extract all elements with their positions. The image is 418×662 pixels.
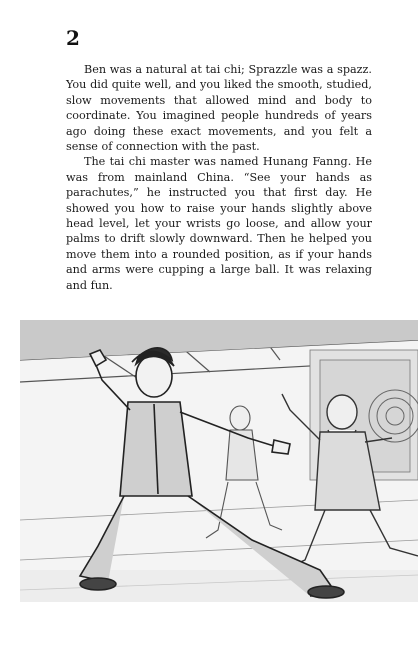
story-text xyxy=(66,62,372,293)
illustration-drawing xyxy=(20,320,418,602)
paragraph-1: Ben was a natural at tai chi; Sprazzle was a spazz. You did quite well, and you liked the smooth, studied, slow movements that allowed mind and body to coordinate. You imagined people hundreds of years ago doing these exact movements, and you felt a sense of connection with the past. xyxy=(66,63,372,154)
paragraph-2: The tai chi master was named Hunang Fanng. He was from mainland China. “See your hands as parachutes,” he instructed you that first day. He showed you how to raise your hands slightly above head level, let your wrists go loose, and allow your palms to drift slowly downward. Then he helped you move them into a rounded position, as if your hands and arms were cupping a large ball. It was relaxing and fun. xyxy=(66,155,372,292)
page-number: 2 xyxy=(66,26,80,50)
tai-chi-class-illustration xyxy=(20,320,418,602)
